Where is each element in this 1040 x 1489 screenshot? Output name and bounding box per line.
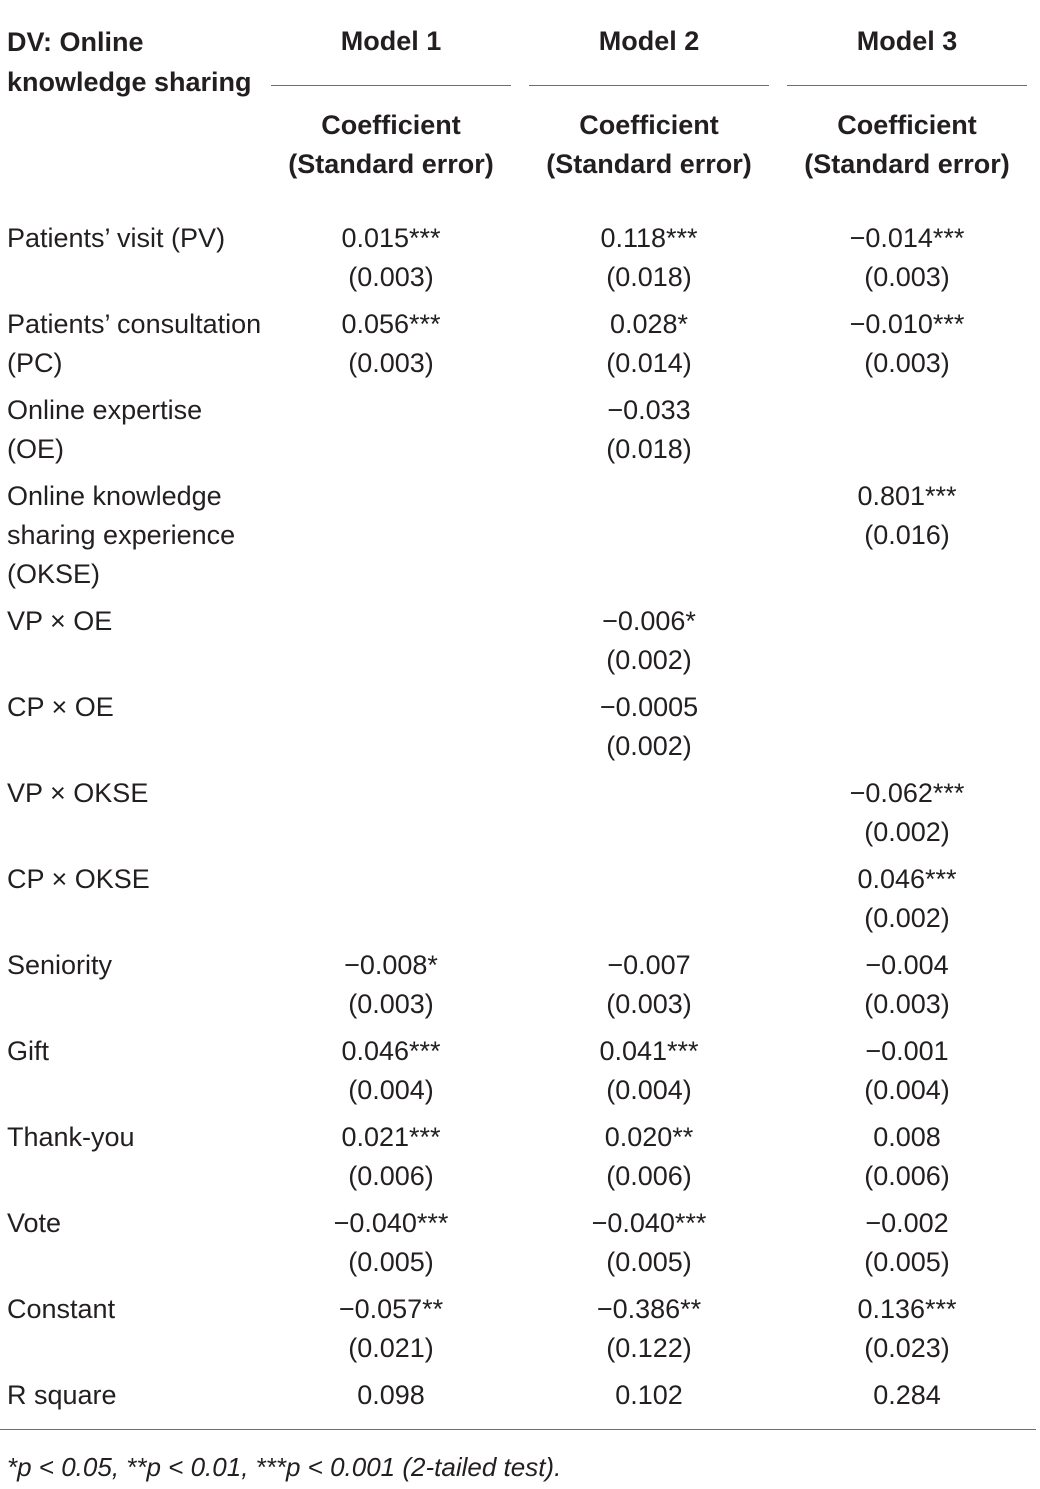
standard-error-value: (0.004) — [864, 1075, 950, 1105]
model-1-cell — [262, 860, 520, 946]
model-1-cell — [262, 688, 520, 774]
coefficient-value: −0.0005 — [599, 692, 699, 722]
stat-line-1: Coefficient — [837, 110, 977, 140]
coefficient-value: −0.002 — [865, 1208, 949, 1238]
model-3-cell — [778, 1118, 1036, 1204]
coefficient-value: −0.001 — [865, 1036, 949, 1066]
standard-error-value: (0.003) — [864, 262, 950, 292]
row-label: Constant — [7, 1294, 116, 1324]
model-3-cell — [778, 860, 1036, 946]
model-3-cell — [778, 305, 1036, 391]
table-row — [0, 305, 1036, 391]
standard-error-value: (0.004) — [606, 1075, 692, 1105]
coefficient-value: −0.007 — [607, 950, 691, 980]
table-row — [0, 946, 1036, 1032]
standard-error-value: (0.018) — [606, 262, 692, 292]
model-2-cell — [520, 688, 778, 774]
coefficient-value: 0.046*** — [341, 1036, 441, 1066]
row-label: Patients’ visit (PV) — [7, 223, 226, 253]
model-2-stat-heading — [520, 86, 778, 200]
row-label: VP × OKSE — [7, 778, 149, 808]
table-row — [0, 477, 1036, 602]
coefficient-value: −0.010*** — [849, 309, 965, 339]
standard-error-value: (0.006) — [348, 1161, 434, 1191]
coefficient-value: 0.136*** — [857, 1294, 957, 1324]
model-3-cell — [778, 200, 1036, 305]
standard-error-value: (0.122) — [606, 1333, 692, 1363]
standard-error-value: (0.003) — [348, 262, 434, 292]
table-header — [0, 0, 1036, 200]
standard-error-value: (0.003) — [606, 989, 692, 1019]
table-row — [0, 391, 1036, 477]
standard-error-value: (0.003) — [348, 348, 434, 378]
standard-error-value: (0.005) — [606, 1247, 692, 1277]
row-label: R square — [0, 1376, 262, 1430]
model-1-cell — [262, 602, 520, 688]
model-1-cell — [262, 1118, 520, 1204]
table-row — [0, 1032, 1036, 1118]
model-1-cell — [262, 946, 520, 1032]
table-row — [0, 1290, 1036, 1376]
row-label: Online knowledge sharing experience (OKSE) — [7, 481, 236, 589]
model-1-cell — [262, 774, 520, 860]
table-body — [0, 200, 1036, 1430]
model-1-heading: Model 1 — [340, 26, 442, 56]
standard-error-value: (0.006) — [606, 1161, 692, 1191]
model-2-cell — [520, 305, 778, 391]
stat-line-2: (Standard error) — [288, 149, 494, 179]
standard-error-value: (0.021) — [348, 1333, 434, 1363]
model-1-cell — [262, 1376, 520, 1430]
coefficient-value: 0.056*** — [341, 309, 441, 339]
model-2-cell — [520, 1032, 778, 1118]
coefficient-value: 0.041*** — [599, 1036, 699, 1066]
stat-line-2: (Standard error) — [546, 149, 752, 179]
row-label: Seniority — [7, 950, 113, 980]
model-2-cell — [520, 946, 778, 1032]
coefficient-value: −0.040*** — [591, 1208, 707, 1238]
stat-line-1: Coefficient — [579, 110, 719, 140]
coefficient-value: 0.008 — [873, 1122, 941, 1152]
standard-error-value: (0.003) — [864, 989, 950, 1019]
coefficient-value: −0.062*** — [849, 778, 965, 808]
model-1-cell — [262, 477, 520, 602]
row-label: VP × OE — [7, 606, 113, 636]
model-3-cell — [778, 774, 1036, 860]
coefficient-value: 0.046*** — [857, 864, 957, 894]
table-row — [0, 860, 1036, 946]
model-2-cell — [520, 1290, 778, 1376]
model-2-cell — [520, 602, 778, 688]
row-label: Gift — [7, 1036, 50, 1066]
table-row — [0, 774, 1036, 860]
model-2-heading: Model 2 — [598, 26, 700, 56]
row-label: CP × OE — [7, 692, 114, 722]
standard-error-value: (0.002) — [864, 903, 950, 933]
table-row — [0, 1376, 1036, 1430]
coefficient-value: −0.006* — [602, 606, 696, 636]
model-2-cell — [520, 774, 778, 860]
coefficient-value: 0.118*** — [600, 223, 698, 253]
coefficient-value: −0.057** — [338, 1294, 444, 1324]
model-2-cell — [520, 391, 778, 477]
standard-error-value: (0.018) — [606, 434, 692, 464]
table-row — [0, 1118, 1036, 1204]
header-row-models — [0, 0, 1036, 85]
standard-error-value: (0.014) — [606, 348, 692, 378]
model-3-cell — [778, 1032, 1036, 1118]
table-footnote: *p < 0.05, **p < 0.01, ***p < 0.001 (2-tailed test). — [7, 1452, 562, 1482]
coefficient-value: 0.801*** — [857, 481, 957, 511]
model-1-cell — [262, 200, 520, 305]
dv-label: DV: Online knowledge sharing — [7, 27, 252, 97]
coefficient-value: −0.040*** — [333, 1208, 449, 1238]
table-row — [0, 1204, 1036, 1290]
standard-error-value: (0.002) — [606, 645, 692, 675]
coefficient-value: 0.102 — [615, 1380, 683, 1410]
model-3-cell — [778, 1290, 1036, 1376]
model-3-heading: Model 3 — [856, 26, 958, 56]
model-1-cell — [262, 305, 520, 391]
standard-error-value: (0.003) — [348, 989, 434, 1019]
coefficient-value: −0.004 — [865, 950, 949, 980]
coefficient-value: −0.008* — [344, 950, 438, 980]
coefficient-value: 0.098 — [357, 1380, 425, 1410]
standard-error-value: (0.005) — [348, 1247, 434, 1277]
model-1-stat-heading — [262, 86, 520, 200]
model-2-cell — [520, 477, 778, 602]
coefficient-value: 0.021*** — [341, 1122, 441, 1152]
coefficient-value: −0.014*** — [849, 223, 965, 253]
standard-error-value: (0.005) — [864, 1247, 950, 1277]
standard-error-value: (0.016) — [864, 520, 950, 550]
row-label: CP × OKSE — [7, 864, 150, 894]
coefficient-value: 0.284 — [873, 1380, 941, 1410]
model-2-cell — [520, 1376, 778, 1430]
model-3-cell — [778, 477, 1036, 602]
coefficient-value: 0.028* — [609, 309, 689, 339]
table-row — [0, 602, 1036, 688]
model-3-cell — [778, 391, 1036, 477]
row-label: Vote — [7, 1208, 62, 1238]
model-2-cell — [520, 860, 778, 946]
row-label: Thank-you — [7, 1122, 135, 1152]
model-3-cell — [778, 602, 1036, 688]
model-3-cell — [778, 1204, 1036, 1290]
stat-line-2: (Standard error) — [804, 149, 1010, 179]
standard-error-value: (0.006) — [864, 1161, 950, 1191]
standard-error-value: (0.002) — [606, 731, 692, 761]
coefficient-value: 0.015*** — [341, 223, 441, 253]
standard-error-value: (0.002) — [864, 817, 950, 847]
coefficient-value: −0.386** — [596, 1294, 702, 1324]
standard-error-value: (0.003) — [864, 348, 950, 378]
model-1-cell — [262, 1290, 520, 1376]
table-row — [0, 688, 1036, 774]
row-label: Patients’ consultation (PC) — [7, 309, 262, 378]
row-label: Online expertise (OE) — [7, 395, 203, 464]
model-3-stat-heading — [778, 86, 1036, 200]
model-3-cell — [778, 688, 1036, 774]
standard-error-value: (0.004) — [348, 1075, 434, 1105]
stat-line-1: Coefficient — [321, 110, 461, 140]
model-1-cell — [262, 391, 520, 477]
model-2-cell — [520, 200, 778, 305]
coefficient-value: −0.033 — [607, 395, 691, 425]
model-3-cell — [778, 946, 1036, 1032]
standard-error-value: (0.023) — [864, 1333, 950, 1363]
model-2-cell — [520, 1204, 778, 1290]
table-row — [0, 200, 1036, 305]
model-1-cell — [262, 1032, 520, 1118]
model-2-cell — [520, 1118, 778, 1204]
model-1-cell — [262, 1204, 520, 1290]
model-3-cell — [778, 1376, 1036, 1430]
coefficient-value: 0.020** — [604, 1122, 694, 1152]
